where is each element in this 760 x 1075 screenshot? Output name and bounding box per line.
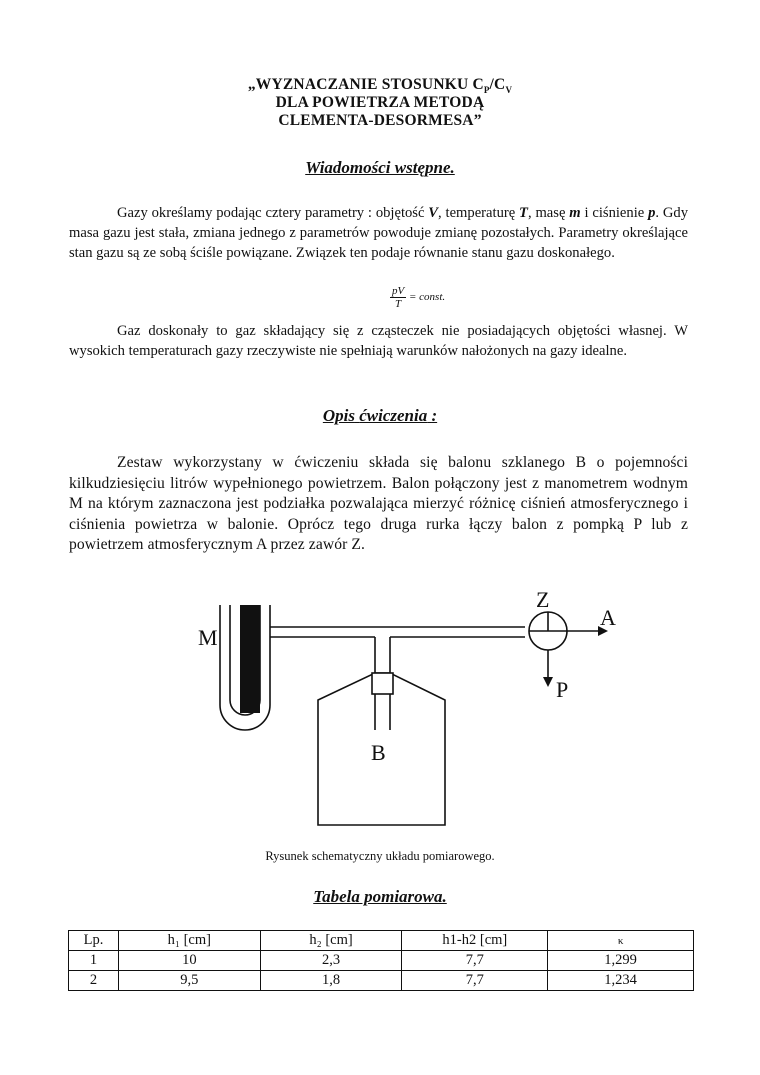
- table-row: [69, 951, 694, 971]
- arrow-to-p-icon: [543, 677, 553, 687]
- table-cell: 2,3: [260, 951, 402, 971]
- intro-paragraph-2: [69, 321, 688, 361]
- table-header-row: [69, 931, 694, 951]
- table-cell: 1,8: [260, 971, 402, 991]
- section-heading-description: [0, 406, 760, 426]
- table-cell: 9,5: [118, 971, 260, 991]
- flask-stopper: [372, 673, 393, 694]
- valve-z-bore: [529, 612, 567, 631]
- header-cell-diff: h1-h2 [cm]: [402, 931, 548, 951]
- title-text-part: „WYZNACZANIE STOSUNKU C: [247, 76, 484, 93]
- manometer-water-column: [240, 605, 260, 713]
- label-a: A: [600, 605, 616, 630]
- text-run: , temperaturę: [438, 205, 520, 221]
- label-z: Z: [536, 587, 550, 612]
- text-run: Zestaw wykorzystany w ćwiczeniu składa się balonu szklanego B o pojemności kilkudziesięciu litrów wypełnionego powietrzem. Balon połączony jest z manometrem wodnym M na którym zaznaczona jest podziałka pozwalająca mierzyć różnicę ciśnień atmosferycznego i ciśnienia powietrza w balonie. Oprócz tego druga rurka łączy balon z pompką P lub z powietrzem atmosferycznym A przez zawór Z.: [69, 454, 688, 553]
- formula-denominator: T: [395, 298, 402, 310]
- label-p: P: [556, 677, 569, 702]
- table-cell: 2: [69, 971, 119, 991]
- text-run: i ciśnienie: [580, 205, 649, 221]
- diagram-caption: Rysunek schematyczny układu pomiarowego.: [265, 849, 495, 863]
- symbol-m: m: [569, 205, 581, 221]
- formula-fraction: [390, 285, 406, 310]
- title-subscript-v: V: [505, 85, 513, 96]
- header-cell-h2: h₂ [cm]: [260, 931, 402, 951]
- text-run: Gaz doskonały to gaz składający się z cząsteczek nie posiadających objętości własnej. W wysokich temperaturach gazy rzeczywiste nie spełniają warunków nałożonych na gazy idealne.: [69, 323, 688, 359]
- header-cell-kappa: κ: [548, 931, 694, 951]
- intro-paragraph-1: [69, 203, 688, 263]
- heading-word: :: [431, 406, 438, 425]
- document-title-line-2: DLA POWIETRZA METODĄ: [275, 94, 485, 111]
- header-cell-h1: h₁ [cm]: [118, 931, 260, 951]
- formula-numerator: pV: [392, 285, 405, 297]
- text-run: , masę: [527, 205, 570, 221]
- label-m: M: [198, 625, 218, 650]
- table-cell: 1,234: [548, 971, 694, 991]
- description-paragraph: [69, 453, 688, 556]
- table-row: [69, 971, 694, 991]
- label-b: B: [371, 740, 386, 765]
- symbol-p: p: [648, 205, 656, 221]
- title-subscript-p: P: [483, 85, 490, 96]
- header-cell-lp: Lp.: [69, 931, 119, 951]
- table-cell: 7,7: [402, 971, 548, 991]
- text-run: . Gdy masa gazu jest stała, zmiana jednego z parametrów powoduje zmianę pozostałych. Parametry określające stan gazu są ze sobą ściśle powiązane. Związek ten podaje równanie stanu gazu doskonałego.: [69, 205, 688, 261]
- section-heading-table: Tabela pomiarowa.: [313, 887, 447, 906]
- ideal-gas-formula: [390, 285, 445, 310]
- heading-word: Opis: [322, 406, 355, 425]
- section-heading-intro: Wiadomości wstępne.: [305, 158, 455, 177]
- heading-word: ćwiczenia: [359, 406, 428, 425]
- symbol-v: V: [428, 205, 439, 221]
- measurement-setup-diagram: [190, 585, 630, 835]
- formula-rhs: = const.: [408, 291, 446, 304]
- measurement-table: [68, 930, 694, 991]
- table-cell: 1: [69, 951, 119, 971]
- document-title-line-3: CLEMENTA-DESORMESA”: [278, 112, 482, 129]
- symbol-t: T: [519, 205, 528, 221]
- title-text-part: /C: [489, 76, 506, 93]
- text-run: Gazy określamy podając cztery parametry : objętość: [117, 205, 429, 221]
- table-cell: 1,299: [548, 951, 694, 971]
- table-cell: 7,7: [402, 951, 548, 971]
- table-cell: 10: [118, 951, 260, 971]
